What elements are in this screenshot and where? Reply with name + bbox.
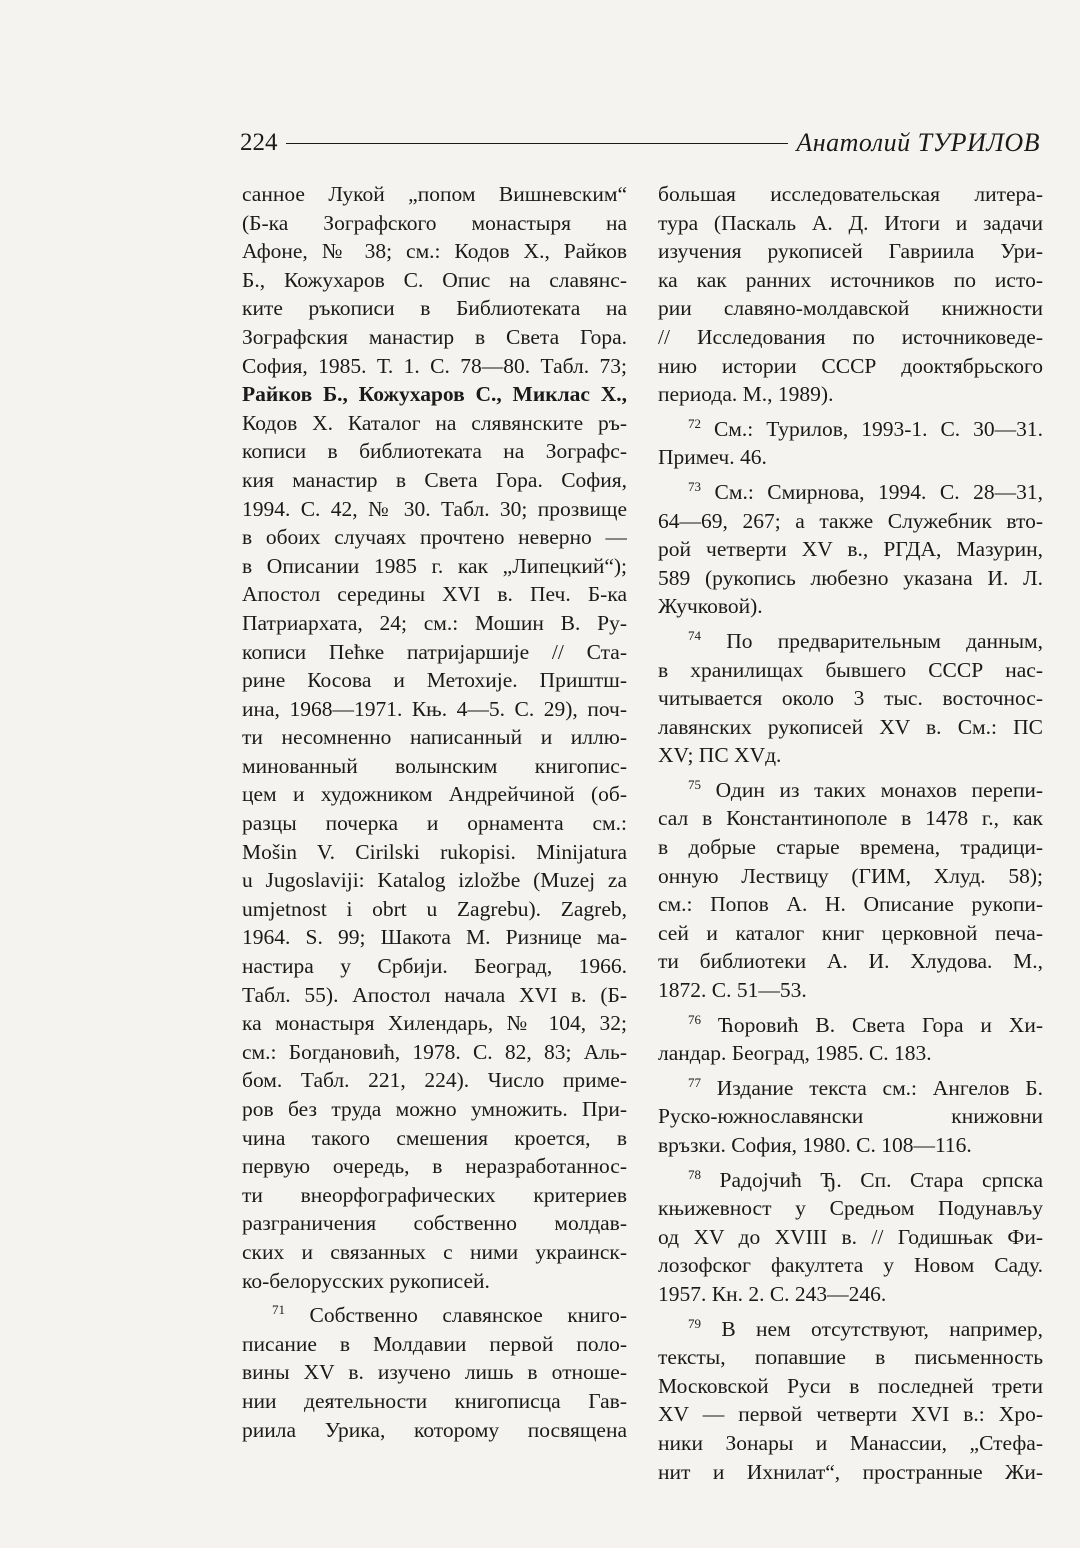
text-line: разцы почерка и орнамента см.:: [242, 811, 627, 836]
text-line: онную Лествицу (ГИМ, Хлуд. 58);: [658, 863, 1043, 888]
text-line: од XV до XVIII в. // Годишњак Фи-: [658, 1224, 1043, 1249]
text-line: Райков Б., Кожухаров С., Миклас Х.,: [242, 382, 627, 407]
text-line: риила Урика, которому посвящена: [242, 1417, 627, 1442]
text-line: большая исследовательская литера-: [658, 182, 1043, 206]
text-line: разграничения собственно молдав-: [242, 1211, 627, 1236]
text-line: периода. М., 1989).: [658, 382, 834, 407]
text-line: ките ръкописи в Библиотеката на: [242, 296, 627, 321]
text-line: См.: Смирнова, 1994. С. 28—31,: [714, 479, 1043, 504]
text-line: лозофског факултета у Новом Саду.: [658, 1253, 1043, 1278]
text-line: ров без труда можно умножить. При-: [242, 1097, 627, 1121]
text-line: 1957. Кн. 2. С. 243—246.: [658, 1281, 887, 1306]
text-line: Афоне, № 38; см.: Кодов Х., Райков: [242, 239, 627, 264]
text-line: рине Косова и Метохије. Приштш-: [242, 668, 627, 693]
text-line: В нем отсутствуют, например,: [721, 1316, 1043, 1341]
text-line: санное Лукой „попом Вишневским“: [242, 182, 627, 206]
text-line: рой четверти XV в., РГДА, Мазурин,: [658, 537, 1043, 562]
text-line: минованный волынским книгопис-: [242, 753, 627, 778]
text-line: XV; ПС XVд.: [658, 743, 782, 768]
text-line: изучения рукописей Гавриила Ури-: [658, 239, 1043, 264]
text-line: цем и художником Андрейчиной (об-: [242, 782, 627, 807]
text-line: XV — первой четверти XVI в.: Хро-: [658, 1402, 1043, 1427]
text-line: Табл. 55). Апостол начала XVI в. (Б-: [242, 982, 627, 1007]
footnote-number: 72: [688, 415, 701, 431]
text-line: // Исследования по источниковеде-: [658, 324, 1043, 349]
text-line: Издание текста см.: Ангелов Б.: [716, 1075, 1043, 1100]
text-line: нии деятельности книгописца Гав-: [242, 1388, 627, 1413]
right-column: [658, 180, 1043, 1486]
footnote-78: [658, 1166, 1043, 1195]
text-line: рии славяно-молдавской книжности: [658, 296, 1043, 321]
text-line: връзки. София, 1980. С. 108—116.: [658, 1133, 972, 1157]
footnote-72: [658, 415, 1043, 444]
footnote-73: [658, 478, 1043, 507]
text-line: тура (Паскаль А. Д. Итоги и задачи: [658, 210, 1043, 235]
text-line: ти библиотеки А. И. Хлудова. М.,: [658, 949, 1043, 974]
text-line: кия манастир в Света Гора. София,: [242, 467, 627, 492]
text-line: umjetnost i obrt u Zagrebu). Zagreb,: [242, 896, 627, 921]
text-line: ка монастыря Хилендарь, № 104, 32;: [242, 1011, 627, 1036]
text-line: ина, 1968—1971. Књ. 4—5. С. 29), поч-: [242, 696, 627, 721]
left-column: [242, 180, 627, 1444]
text-line: сал в Константинополе в 1478 г., как: [658, 806, 1043, 831]
text-line: кописи Пећке патријаршије // Ста-: [242, 639, 627, 664]
text-line: Собственно славянское книго-: [309, 1303, 627, 1328]
header-rule: [286, 143, 789, 144]
footnote-75: [658, 776, 1043, 805]
text-line: настира у Србији. Београд, 1966.: [242, 954, 627, 979]
footnote-number: 77: [688, 1074, 701, 1090]
text-line: Руско-южнославянски книжовни: [658, 1104, 1043, 1129]
footnote-76: [658, 1011, 1043, 1040]
text-line: Один из таких монахов перепи-: [715, 777, 1043, 802]
text-line: ти несомненно написанный и иллю-: [242, 725, 627, 750]
footnote-number: 79: [688, 1315, 701, 1331]
footnote-number: 73: [688, 478, 701, 494]
text-line: в обоих случаях прочтено неверно —: [242, 525, 627, 550]
text-line: нию истории СССР дооктябрьского: [658, 353, 1043, 378]
page-header: [240, 118, 1040, 168]
footnote-number: 71: [272, 1302, 285, 1318]
text-line: ко-белорусских рукописей.: [242, 1268, 490, 1293]
text-line: По предварительным данным,: [726, 628, 1043, 653]
text-line: См.: Турилов, 1993-1. С. 30—31.: [713, 416, 1043, 441]
text-line: ландар. Београд, 1985. С. 183.: [658, 1041, 932, 1066]
footnote-77: [658, 1074, 1043, 1103]
text-line: нит и Ихнилат“, пространные Жи-: [658, 1459, 1043, 1484]
text-line: чина такого смешения кроется, в: [242, 1125, 627, 1150]
text-line: Mošin V. Cirilski rukopisi. Minijatura: [242, 839, 627, 864]
footnote-71: [242, 1301, 627, 1330]
footnote-number: 74: [688, 627, 701, 643]
text-line: см.: Попов А. Н. Описание рукопи-: [658, 892, 1043, 917]
text-line: ка как ранних источников по исто-: [658, 267, 1043, 292]
text-line: бом. Табл. 221, 224). Число приме-: [242, 1068, 627, 1093]
text-line: в Описании 1985 г. как „Липецкий“);: [242, 553, 627, 578]
page-number: 224: [240, 129, 278, 156]
text-line: ти внеорфографических критериев: [242, 1182, 627, 1207]
text-line: ских и связанных с ними украинск-: [242, 1239, 627, 1264]
text-line: Кодов Х. Каталог на слявянските ръ-: [242, 410, 627, 435]
text-line: Радојчић Ђ. Сп. Стара српска: [719, 1167, 1043, 1192]
text-line: Примеч. 46.: [658, 445, 767, 470]
text-line: в добрые старые времена, традици-: [658, 835, 1043, 860]
text-line: Б., Кожухаров С. Опис на славянс-: [242, 267, 627, 292]
text-line: 589 (рукопись любезно указана И. Л.: [658, 565, 1043, 590]
text-line: u Jugoslaviji: Katalog izložbe (Muzej za: [242, 868, 627, 893]
text-line: Апостол середины XVI в. Печ. Б-ка: [242, 582, 627, 607]
text-line: Патриархата, 24; см.: Мошин В. Ру-: [242, 610, 627, 635]
text-line: первую очередь, в неразработаннос-: [242, 1154, 627, 1179]
text-line: вины XV в. изучено лишь в отноше-: [242, 1360, 627, 1385]
text-line: см.: Богдановић, 1978. С. 82, 83; Аль-: [242, 1039, 627, 1064]
text-line: тексты, попавшие в письменность: [658, 1345, 1043, 1370]
text-line: Московской Руси в последней трети: [658, 1373, 1043, 1398]
footnote-number: 75: [688, 776, 701, 792]
text-line: Жучковой).: [658, 594, 763, 619]
text-line: 64—69, 267; а также Служебник вто-: [658, 508, 1043, 533]
footnote-79: [658, 1315, 1043, 1344]
footnote-74: [658, 627, 1043, 656]
text-line: 1964. S. 99; Шакота М. Ризнице ма-: [242, 925, 627, 950]
text-line: 1994. С. 42, № 30. Табл. 30; прозвище: [242, 496, 627, 521]
text-line: књижевност у Средњом Подунављу: [658, 1196, 1043, 1221]
footnote-number: 78: [688, 1166, 701, 1182]
footnote-number: 76: [688, 1011, 701, 1027]
text-line: ники Зонары и Манассии, „Стефа-: [658, 1430, 1043, 1455]
text-line: 1872. С. 51—53.: [658, 978, 807, 1003]
text-line: в хранилищах бывшего СССР нас-: [658, 657, 1043, 682]
text-line: Ћоровић В. Света Гора и Хи-: [717, 1012, 1043, 1037]
text-line: писание в Молдавии первой поло-: [242, 1331, 627, 1356]
text-line: читывается около 3 тыс. восточнос-: [658, 686, 1043, 711]
text-line: лавянских рукописей XV в. См.: ПС: [658, 714, 1043, 739]
text-line: сей и каталог книг церковной печа-: [658, 920, 1043, 945]
text-line: кописи в библиотеката на Зографс-: [242, 439, 627, 464]
text-line: София, 1985. Т. 1. С. 78—80. Табл. 73;: [242, 353, 627, 378]
running-title: Анатолий ТУРИЛОВ: [796, 128, 1040, 157]
text-line: (Б-ка Зографского монастыря на: [242, 210, 627, 235]
text-line: Зографския манастир в Света Гора.: [242, 324, 627, 349]
